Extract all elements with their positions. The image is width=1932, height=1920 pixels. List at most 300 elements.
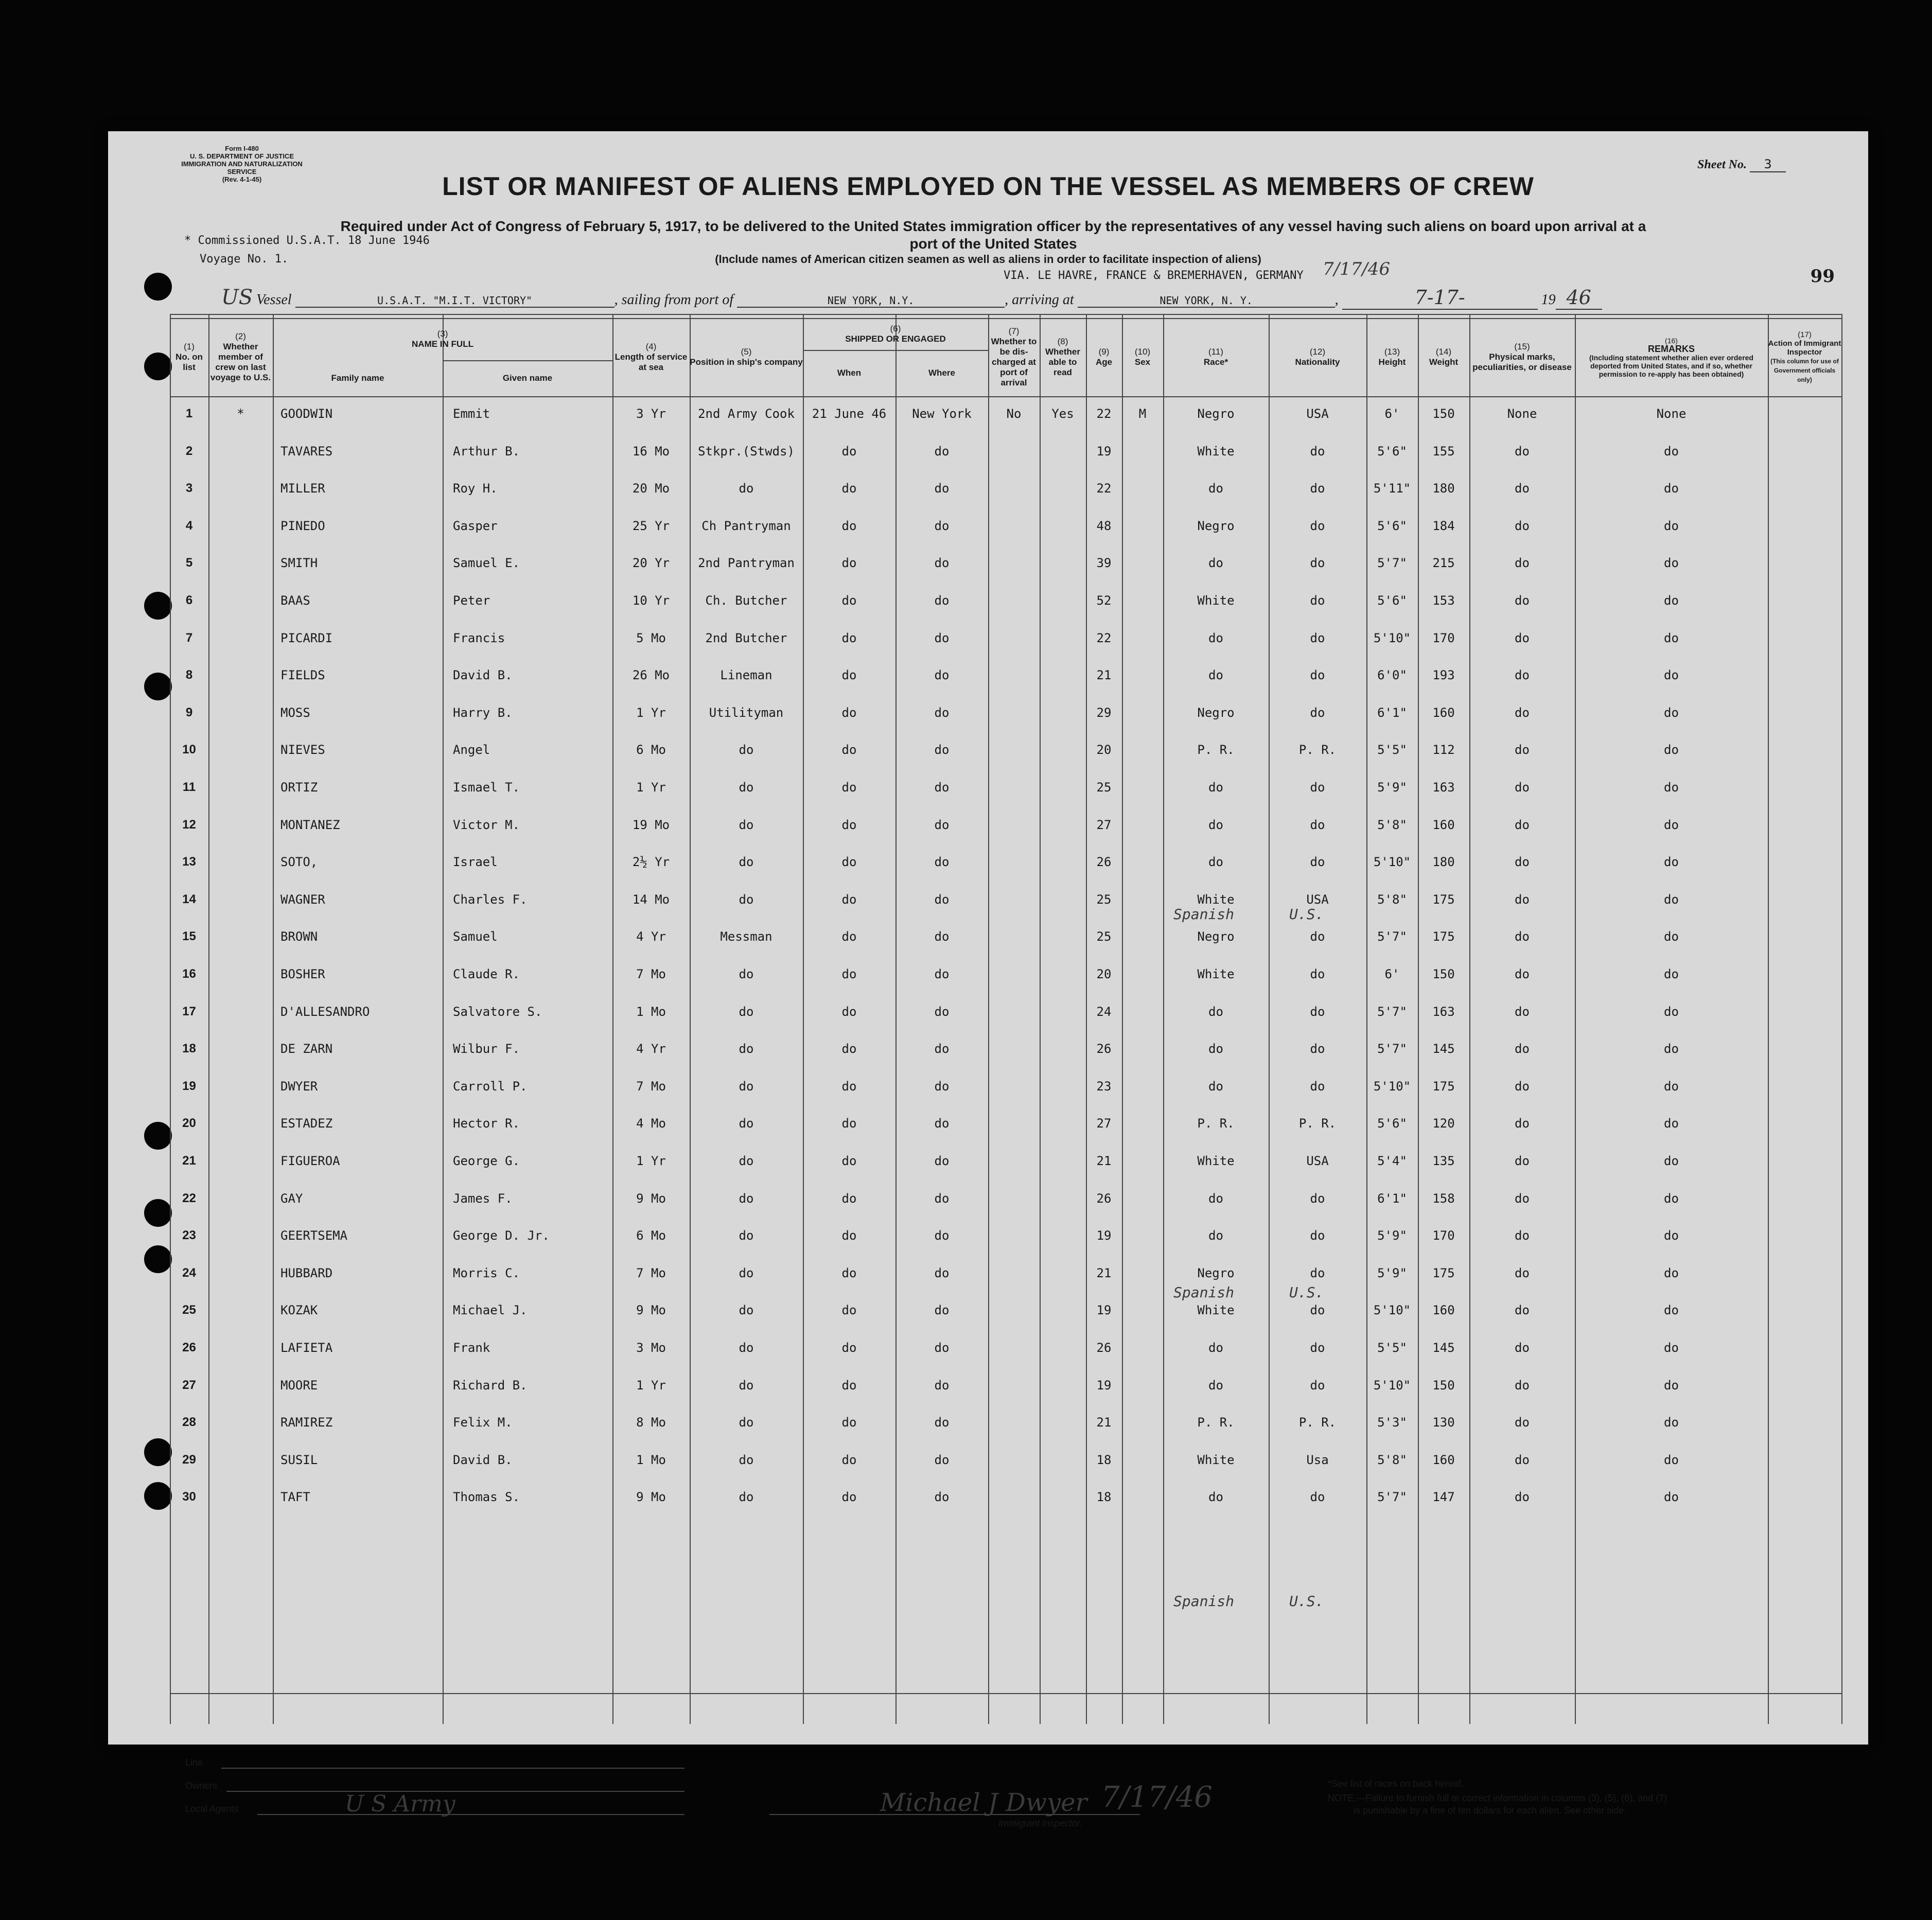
cell-where: do: [934, 1116, 950, 1131]
cell-position: Ch. Butcher: [705, 593, 787, 608]
inspector-label: Immigrant Inspector.: [998, 1818, 1083, 1828]
cell-age: 26: [1096, 1341, 1112, 1355]
cell-nationality: P. R.: [1298, 1116, 1337, 1131]
commissioned-note: * Commissioned U.S.A.T. 18 June 1946: [184, 234, 430, 247]
cell-weight: 158: [1432, 1191, 1455, 1206]
vessel-prefix-handwritten: US: [221, 286, 253, 309]
cell-weight: 170: [1432, 1228, 1455, 1243]
cell-height: 6'0": [1377, 668, 1407, 683]
cell-given: Morris C.: [453, 1265, 520, 1280]
cell-nationality: do: [1310, 556, 1325, 571]
cell-marks: do: [1515, 444, 1530, 459]
fine-note-line-2: is punishable by a fine of ten dollars for each alien. See other side.: [1354, 1805, 1627, 1816]
cell-position: do: [739, 1116, 754, 1131]
cell-no: 19: [182, 1079, 196, 1093]
cell-age: 19: [1096, 1228, 1112, 1243]
cell-nationality: do: [1310, 929, 1325, 944]
sheet-label: Sheet No.: [1697, 158, 1747, 171]
header-physical-marks: (15) Physical marks, peculiarities, or disease: [1472, 342, 1572, 372]
cell-no: 7: [185, 630, 193, 645]
cell-race: White: [1197, 967, 1235, 981]
cell-where: do: [934, 780, 950, 795]
cell-service: 1 Yr: [636, 1154, 666, 1168]
cell-remarks: do: [1664, 593, 1679, 608]
cell-nationality: do: [1310, 481, 1325, 496]
cell-marks: do: [1515, 1228, 1530, 1243]
cell-given: Thomas S.: [453, 1490, 520, 1505]
cell-where: do: [934, 1378, 950, 1393]
cell-position: do: [739, 1341, 754, 1355]
cell-remarks: do: [1664, 967, 1679, 981]
cell-race: White: [1197, 593, 1235, 608]
cell-nationality: USA: [1306, 1154, 1329, 1168]
page-number: 99: [1810, 266, 1835, 287]
cell-height: 5'9": [1377, 1228, 1407, 1243]
cell-remarks: do: [1664, 929, 1679, 944]
cell-remarks: do: [1664, 1228, 1679, 1243]
cell-race: P. R.: [1197, 1116, 1235, 1131]
cell-race: White: [1197, 444, 1235, 459]
cell-where: do: [934, 1079, 950, 1094]
cell-position: do: [739, 817, 754, 832]
cell-service: 14 Mo: [632, 892, 670, 907]
cell-weight: 163: [1432, 1004, 1455, 1019]
cell-marks: do: [1515, 1378, 1530, 1393]
cell-nationality: do: [1310, 593, 1325, 608]
cell-weight: 175: [1432, 929, 1455, 944]
cell-where: do: [934, 705, 950, 720]
cell-nationality: USA: [1306, 407, 1329, 421]
cell-given: Charles F.: [453, 892, 528, 907]
cell-age: 26: [1096, 1191, 1112, 1206]
cell-nationality: USA: [1306, 892, 1329, 907]
cell-where: do: [934, 481, 950, 496]
cell-age: 26: [1096, 855, 1112, 870]
cell-where: do: [934, 1265, 950, 1280]
cell-race: do: [1208, 481, 1223, 496]
cell-remarks: do: [1664, 1490, 1679, 1505]
cell-race: Negro: [1197, 407, 1235, 421]
cell-where: do: [934, 1303, 950, 1318]
cell-no: 23: [182, 1228, 196, 1243]
cell-race: White: [1197, 892, 1235, 907]
cell-weight: 150: [1432, 1378, 1455, 1393]
arrival-date-handwritten: 7-17-: [1342, 286, 1538, 310]
cell-where: do: [934, 593, 950, 608]
cell-given: Hector R.: [453, 1116, 520, 1131]
cell-marks: do: [1515, 1452, 1530, 1467]
cell-position: do: [739, 1079, 754, 1094]
cell-service: 20 Yr: [632, 556, 670, 571]
cell-where: do: [934, 743, 950, 758]
cell-service: 16 Mo: [632, 444, 670, 459]
cell-remarks: do: [1664, 855, 1679, 870]
header-sex: (10) Sex: [1134, 347, 1151, 367]
cell-when: do: [841, 780, 857, 795]
cell-weight: 215: [1432, 556, 1455, 571]
cell-height: 5'9": [1377, 780, 1407, 795]
cell-when: do: [841, 444, 857, 459]
cell-no: 10: [182, 743, 196, 757]
cell-nationality: do: [1310, 817, 1325, 832]
cell-marks: do: [1515, 1415, 1530, 1430]
cell-height: 5'5": [1377, 1341, 1407, 1355]
cell-no: 3: [185, 481, 193, 496]
cell-read: Yes: [1051, 407, 1074, 421]
cell-when: do: [841, 1042, 857, 1056]
footer-line-label: Line: [185, 1757, 203, 1768]
cell-family: SMITH: [280, 556, 318, 571]
cell-weight: 112: [1432, 743, 1455, 758]
header-given-name: Given name: [502, 373, 553, 383]
cell-no: 6: [185, 593, 193, 607]
cell-nationality: do: [1310, 1079, 1325, 1094]
cell-when: do: [841, 1415, 857, 1430]
cell-family: BOSHER: [280, 967, 325, 981]
header-family-name: Family name: [331, 373, 384, 383]
cell-where: New York: [912, 407, 972, 421]
cell-nationality: do: [1310, 444, 1325, 459]
cell-remarks: do: [1664, 892, 1679, 907]
punch-hole: [144, 1199, 172, 1227]
cell-marks: do: [1515, 780, 1530, 795]
cell-family: MOORE: [280, 1378, 318, 1393]
vessel-name: U.S.A.T. "M.I.T. VICTORY": [295, 294, 614, 308]
cell-weight: 180: [1432, 481, 1455, 496]
annotation-us: U.S.: [1289, 1593, 1324, 1610]
cell-nationality: do: [1310, 1341, 1325, 1355]
cell-when: do: [841, 892, 857, 907]
cell-family: ORTIZ: [280, 780, 318, 795]
cell-family: HUBBARD: [280, 1265, 333, 1280]
cell-when: do: [841, 1154, 857, 1168]
cell-marks: do: [1515, 817, 1530, 832]
cell-given: Emmit: [453, 407, 490, 421]
cell-remarks: do: [1664, 556, 1679, 571]
cell-age: 25: [1096, 929, 1112, 944]
cell-no: 2: [185, 444, 193, 458]
cell-where: do: [934, 929, 950, 944]
cell-when: do: [841, 967, 857, 981]
cell-service: 3 Yr: [636, 407, 666, 421]
cell-where: do: [934, 1452, 950, 1467]
cell-no: 8: [185, 668, 193, 682]
cell-position: 2nd Pantryman: [698, 556, 795, 571]
sheet-number: [1697, 157, 1786, 172]
cell-remarks: do: [1664, 1265, 1679, 1280]
cell-service: 4 Yr: [636, 1042, 666, 1056]
cell-height: 5'3": [1377, 1415, 1407, 1430]
cell-when: do: [841, 556, 857, 571]
cell-when: do: [841, 1228, 857, 1243]
cell-remarks: do: [1664, 817, 1679, 832]
cell-weight: 193: [1432, 668, 1455, 683]
cell-position: do: [739, 1415, 754, 1430]
header-age: (9) Age: [1095, 347, 1113, 367]
cell-family: GEERTSEMA: [280, 1228, 348, 1243]
via-ports: VIA. LE HAVRE, FRANCE & BREMERHAVEN, GERMANY: [1004, 269, 1304, 282]
cell-sex: M: [1138, 407, 1147, 421]
requirement-line-1: Required under Act of Congress of February 5, 1917, to be delivered to the United States immigration officer by the representatives of any vessel having such aliens on board upon arrival at a: [340, 218, 1646, 234]
races-note: *See list of races on back hereof.: [1328, 1778, 1464, 1789]
cell-remarks: None: [1656, 407, 1687, 421]
cell-race: White: [1197, 1303, 1235, 1318]
cell-remarks: do: [1664, 1079, 1679, 1094]
cell-nationality: do: [1310, 1228, 1325, 1243]
cell-height: 5'7": [1377, 1004, 1407, 1019]
cell-service: 7 Mo: [636, 967, 666, 981]
cell-given: Claude R.: [453, 967, 520, 981]
cell-position: Utilityman: [709, 705, 784, 720]
cell-service: 8 Mo: [636, 1415, 666, 1430]
cell-given: James F.: [453, 1191, 513, 1206]
cell-position: do: [739, 481, 754, 496]
cell-marks: do: [1515, 705, 1530, 720]
cell-when: do: [841, 668, 857, 683]
cell-family: FIELDS: [280, 668, 325, 683]
cell-given: Ismael T.: [453, 780, 520, 795]
cell-where: do: [934, 892, 950, 907]
page-title: LIST OR MANIFEST OF ALIENS EMPLOYED ON THE VESSEL AS MEMBERS OF CREW: [442, 172, 1534, 201]
cell-marks: do: [1515, 630, 1530, 645]
cell-height: 5'10": [1373, 1303, 1411, 1318]
cell-weight: 175: [1432, 1265, 1455, 1280]
cell-nationality: P. R.: [1298, 1415, 1337, 1430]
header-when: When: [837, 368, 862, 378]
cell-no: 13: [182, 855, 196, 869]
handwritten-date-top: 7/17/46: [1323, 259, 1391, 279]
header-position: (5) Position in ship's company: [690, 347, 803, 367]
cell-height: 5'10": [1373, 855, 1411, 870]
cell-given: George G.: [453, 1154, 520, 1168]
cell-weight: 163: [1432, 780, 1455, 795]
cell-height: 5'6": [1377, 518, 1407, 533]
punch-hole: [144, 1245, 172, 1273]
cell-race: do: [1208, 1490, 1223, 1505]
cell-remarks: do: [1664, 481, 1679, 496]
cell-race: do: [1208, 1004, 1223, 1019]
cell-height: 5'6": [1377, 1116, 1407, 1131]
cell-height: 5'8": [1377, 892, 1407, 907]
cell-age: 19: [1096, 1303, 1112, 1318]
cell-service: 1 Yr: [636, 1378, 666, 1393]
cell-nationality: do: [1310, 1490, 1325, 1505]
cell-race: White: [1197, 1452, 1235, 1467]
cell-prev: *: [237, 407, 244, 421]
cell-given: Carroll P.: [453, 1079, 528, 1094]
cell-nationality: do: [1310, 1378, 1325, 1393]
cell-no: 21: [182, 1154, 196, 1168]
year-printed: 19: [1541, 292, 1556, 308]
cell-where: do: [934, 855, 950, 870]
crew-table: [170, 314, 1842, 1724]
inspector-signature-date: 7/17/46: [1101, 1781, 1213, 1814]
cell-height: 5'7": [1377, 929, 1407, 944]
cell-when: do: [841, 593, 857, 608]
sheet-number-value: 3: [1750, 157, 1786, 172]
cell-given: Roy H.: [453, 481, 498, 496]
cell-age: 27: [1096, 1116, 1112, 1131]
cell-where: do: [934, 630, 950, 645]
cell-no: 29: [182, 1452, 196, 1467]
cell-height: 5'9": [1377, 1265, 1407, 1280]
cell-no: 20: [182, 1116, 196, 1131]
cell-when: do: [841, 1079, 857, 1094]
department: U. S. DEPARTMENT OF JUSTICE: [190, 152, 294, 160]
cell-height: 5'8": [1377, 1452, 1407, 1467]
cell-service: 2½ Yr: [632, 855, 670, 870]
sailing-port: NEW YORK, N.Y.: [737, 294, 1005, 308]
cell-weight: 160: [1432, 705, 1455, 720]
cell-height: 5'10": [1373, 630, 1411, 645]
cell-given: Samuel: [453, 929, 498, 944]
service: IMMIGRATION AND NATURALIZATION SERVICE: [181, 160, 303, 175]
cell-race: do: [1208, 1042, 1223, 1056]
cell-marks: do: [1515, 1042, 1530, 1056]
punch-hole: [144, 592, 172, 620]
cell-weight: 153: [1432, 593, 1455, 608]
cell-age: 18: [1096, 1452, 1112, 1467]
cell-race: do: [1208, 1228, 1223, 1243]
cell-nationality: do: [1310, 1265, 1325, 1280]
cell-when: do: [841, 1490, 857, 1505]
cell-age: 29: [1096, 705, 1112, 720]
cell-remarks: do: [1664, 1154, 1679, 1168]
cell-service: 1 Mo: [636, 1004, 666, 1019]
cell-remarks: do: [1664, 1042, 1679, 1056]
cell-service: 9 Mo: [636, 1191, 666, 1206]
cell-height: 6'1": [1377, 705, 1407, 720]
cell-given: Arthur B.: [453, 444, 520, 459]
cell-height: 5'5": [1377, 743, 1407, 758]
cell-race: P. R.: [1197, 1415, 1235, 1430]
cell-marks: do: [1515, 929, 1530, 944]
cell-weight: 160: [1432, 1452, 1455, 1467]
cell-weight: 170: [1432, 630, 1455, 645]
cell-weight: 155: [1432, 444, 1455, 459]
cell-no: 24: [182, 1265, 196, 1280]
cell-service: 7 Mo: [636, 1079, 666, 1094]
cell-weight: 175: [1432, 892, 1455, 907]
cell-weight: 145: [1432, 1341, 1455, 1355]
cell-remarks: do: [1664, 1116, 1679, 1131]
cell-no: 26: [182, 1341, 196, 1354]
footer-owners-label: Owners: [185, 1781, 218, 1791]
cell-family: KOZAK: [280, 1303, 318, 1318]
cell-age: 22: [1096, 407, 1112, 421]
cell-where: do: [934, 444, 950, 459]
cell-age: 23: [1096, 1079, 1112, 1094]
cell-family: RAMIREZ: [280, 1415, 333, 1430]
cell-when: do: [841, 705, 857, 720]
cell-when: do: [841, 1004, 857, 1019]
cell-age: 39: [1096, 556, 1112, 571]
cell-family: DWYER: [280, 1079, 318, 1094]
cell-height: 6'1": [1377, 1191, 1407, 1206]
cell-no: 12: [182, 817, 196, 832]
cell-age: 22: [1096, 481, 1112, 496]
cell-age: 25: [1096, 780, 1112, 795]
cell-family: PINEDO: [280, 518, 325, 533]
cell-no: 25: [182, 1303, 196, 1317]
cell-service: 10 Yr: [632, 593, 670, 608]
cell-remarks: do: [1664, 743, 1679, 758]
cell-no: 16: [182, 967, 196, 981]
cell-when: do: [841, 1191, 857, 1206]
cell-family: TAVARES: [280, 444, 333, 459]
cell-nationality: P. R.: [1298, 743, 1337, 758]
cell-position: do: [739, 780, 754, 795]
cell-family: TAFT: [280, 1490, 310, 1505]
cell-weight: 130: [1432, 1415, 1455, 1430]
cell-weight: 175: [1432, 1079, 1455, 1094]
cell-when: do: [841, 1303, 857, 1318]
cell-race: do: [1208, 780, 1223, 795]
cell-where: do: [934, 668, 950, 683]
cell-position: do: [739, 1265, 754, 1280]
cell-where: do: [934, 967, 950, 981]
cell-marks: do: [1515, 481, 1530, 496]
cell-where: do: [934, 1191, 950, 1206]
cell-age: 21: [1096, 668, 1112, 683]
cell-marks: do: [1515, 892, 1530, 907]
cell-when: do: [841, 1341, 857, 1355]
sailing-label: , sailing from port of: [614, 292, 734, 308]
cell-race: Negro: [1197, 929, 1235, 944]
cell-age: 19: [1096, 444, 1112, 459]
header-race: (11) Race*: [1203, 347, 1228, 367]
cell-no: 17: [182, 1004, 196, 1018]
cell-service: 9 Mo: [636, 1490, 666, 1505]
vessel-label: Vessel: [256, 292, 292, 308]
cell-no: 9: [185, 705, 193, 719]
cell-marks: do: [1515, 1490, 1530, 1505]
cell-age: 20: [1096, 967, 1112, 981]
annotation-spanish: Spanish: [1173, 1284, 1235, 1301]
cell-when: do: [841, 855, 857, 870]
cell-service: 4 Mo: [636, 1116, 666, 1131]
cell-family: SUSIL: [280, 1452, 318, 1467]
cell-family: MONTANEZ: [280, 817, 340, 832]
cell-given: Harry B.: [453, 705, 513, 720]
cell-nationality: do: [1310, 518, 1325, 533]
punch-hole: [144, 1482, 172, 1510]
cell-given: David B.: [453, 1452, 513, 1467]
cell-weight: 150: [1432, 407, 1455, 421]
cell-weight: 160: [1432, 1303, 1455, 1318]
header-length-of-service: (4) Length of service at sea: [614, 342, 688, 372]
cell-weight: 145: [1432, 1042, 1455, 1056]
cell-where: do: [934, 817, 950, 832]
cell-marks: do: [1515, 668, 1530, 683]
cell-age: 22: [1096, 630, 1112, 645]
punch-hole: [144, 673, 172, 700]
cell-when: do: [841, 518, 857, 533]
cell-position: do: [739, 892, 754, 907]
cell-height: 6': [1384, 967, 1400, 981]
cell-marks: None: [1507, 407, 1537, 421]
cell-age: 52: [1096, 593, 1112, 608]
cell-race: White: [1197, 1154, 1235, 1168]
inspector-signature: Michael J Dwyer: [880, 1788, 1087, 1817]
cell-when: do: [841, 1378, 857, 1393]
annotation-spanish: Spanish: [1173, 1593, 1235, 1610]
cell-position: do: [739, 1042, 754, 1056]
cell-service: 20 Mo: [632, 481, 670, 496]
cell-position: do: [739, 1378, 754, 1393]
cell-given: Michael J.: [453, 1303, 528, 1318]
cell-when: do: [841, 1265, 857, 1280]
